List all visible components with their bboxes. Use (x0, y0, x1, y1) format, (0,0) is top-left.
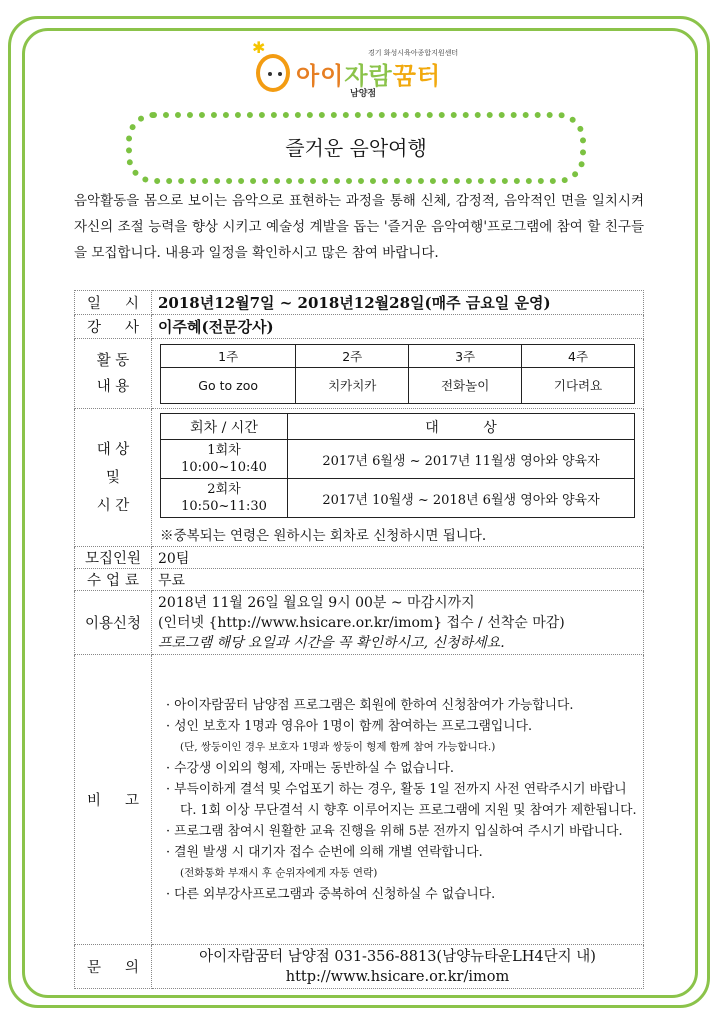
row-label-teacher: 강 사 (75, 315, 152, 339)
remark-item: · 다른 외부강사프로그램과 중복하여 신청하실 수 없습니다. (166, 886, 496, 902)
week-2: 2주 (296, 344, 409, 367)
remark-sub: (단, 쌍둥이인 경우 보호자 1명과 쌍둥이 형제 함께 참여 가능합니다.) (180, 740, 496, 753)
target-note: ※중복되는 연령은 원하시는 회차로 신청하시면 됩니다. (160, 528, 487, 544)
contact-url[interactable]: http://www.hsicare.or.kr/imom (285, 968, 510, 985)
remark-item: · 아이자람꿈터 남양점 프로그램은 회원에 한하여 신청참여가 가능합니다. (166, 697, 574, 713)
row-label-target: 대 상 및 시 간 (75, 409, 152, 547)
logo-name: 아이자람꿈터 (296, 62, 442, 90)
row-label-recruit: 모집인원 (75, 547, 152, 569)
session-1-target: 2017년 6월생 ~ 2017년 11월생 영아와 양육자 (288, 440, 635, 479)
remarks-list (158, 691, 637, 909)
apply-line-2: (인터넷 {http://www.hsicare.or.kr/imom} 접수 / 선착순 마감) (158, 614, 565, 631)
remark-sub: (전화통화 부재시 후 순위자에게 자동 연락) (180, 866, 378, 879)
activity-table (160, 344, 635, 404)
activity-3: 전화놀이 (409, 367, 522, 403)
row-label-activity: 활 동 내 용 (75, 339, 152, 409)
remark-item: · 부득이하게 결석 및 수업포기 하는 경우, 활동 1일 전까지 사전 연락주시기 바랍니다. 1회 이상 무단결석 시 향후 이루어지는 프로그램에 지원 및 참여가 제한됩니다. (166, 781, 637, 818)
activity-1: Go to zoo (161, 367, 296, 403)
row-label-date: 일 시 (75, 291, 152, 315)
session-2: 2회차 10:50~11:30 (161, 479, 288, 518)
fee-value: 무료 (152, 569, 644, 591)
session-table (160, 413, 635, 518)
week-1: 1주 (161, 344, 296, 367)
teacher-value: 이주혜(전문강사) (152, 315, 644, 339)
remark-item: · 성인 보호자 1명과 영유아 1명이 함께 참여하는 프로그램입니다. (166, 718, 533, 734)
row-label-contact: 문 의 (75, 945, 152, 989)
logo-branch: 남양점 (350, 89, 377, 99)
remark-item: · 수강생 이외의 형제, 자매는 동반하실 수 없습니다. (166, 760, 454, 776)
row-label-fee: 수 업 료 (75, 569, 152, 591)
activity-4: 기다려요 (522, 367, 635, 403)
row-label-apply: 이용신청 (75, 591, 152, 655)
activity-2: 치카치카 (296, 367, 409, 403)
target-header: 대 상 (288, 414, 635, 440)
intro-paragraph: 음악활동을 몸으로 보이는 음악으로 표현하는 과정을 통해 신체, 감정적, 음악적인 면을 일치시켜 자신의 조절 능력을 향상 시키고 예술성 계발을 돕는 '즐거운 음악여행'프로그램에 참여 할 친구들을 모집합니다. 내용과 일정을 확인하시고 많은 참여 바랍니다. (74, 193, 644, 261)
week-4: 4주 (522, 344, 635, 367)
remark-item: · 결원 발생 시 대기자 접수 순번에 의해 개별 연락합니다. (166, 844, 483, 860)
logo-center-name: 경기 화성시육아종합지원센터 (368, 49, 459, 57)
contact-line-1: 아이자람꿈터 남양점 031-356-8813(남양뉴타운LH4단지 내) (199, 948, 596, 965)
info-table (74, 290, 644, 989)
session-header: 회차 / 시간 (161, 414, 288, 440)
apply-line-3: 프로그램 해당 요일과 시간을 꼭 확인하시고, 신청하세요. (158, 634, 505, 651)
star-icon: ✱ (252, 38, 266, 57)
apply-line-1: 2018년 11월 26일 월요일 9시 00분 ~ 마감시까지 (158, 594, 475, 611)
session-2-target: 2017년 10월생 ~ 2018년 6월생 영아와 양육자 (288, 479, 635, 518)
week-3: 3주 (409, 344, 522, 367)
recruit-value: 20팀 (152, 547, 644, 569)
date-value: 2018년12월7일 ~ 2018년12월28일(매주 금요일 운영) (152, 291, 644, 315)
row-label-remarks: 비 고 (75, 655, 152, 945)
logo (248, 38, 488, 104)
session-1: 1회차 10:00~10:40 (161, 440, 288, 479)
remark-item: · 프로그램 참여시 원활한 교육 진행을 위해 5분 전까지 입실하여 주시기 바랍니다. (166, 823, 623, 839)
child-face-icon (256, 54, 290, 92)
page-title: 즐거운 음악여행 (285, 136, 427, 160)
